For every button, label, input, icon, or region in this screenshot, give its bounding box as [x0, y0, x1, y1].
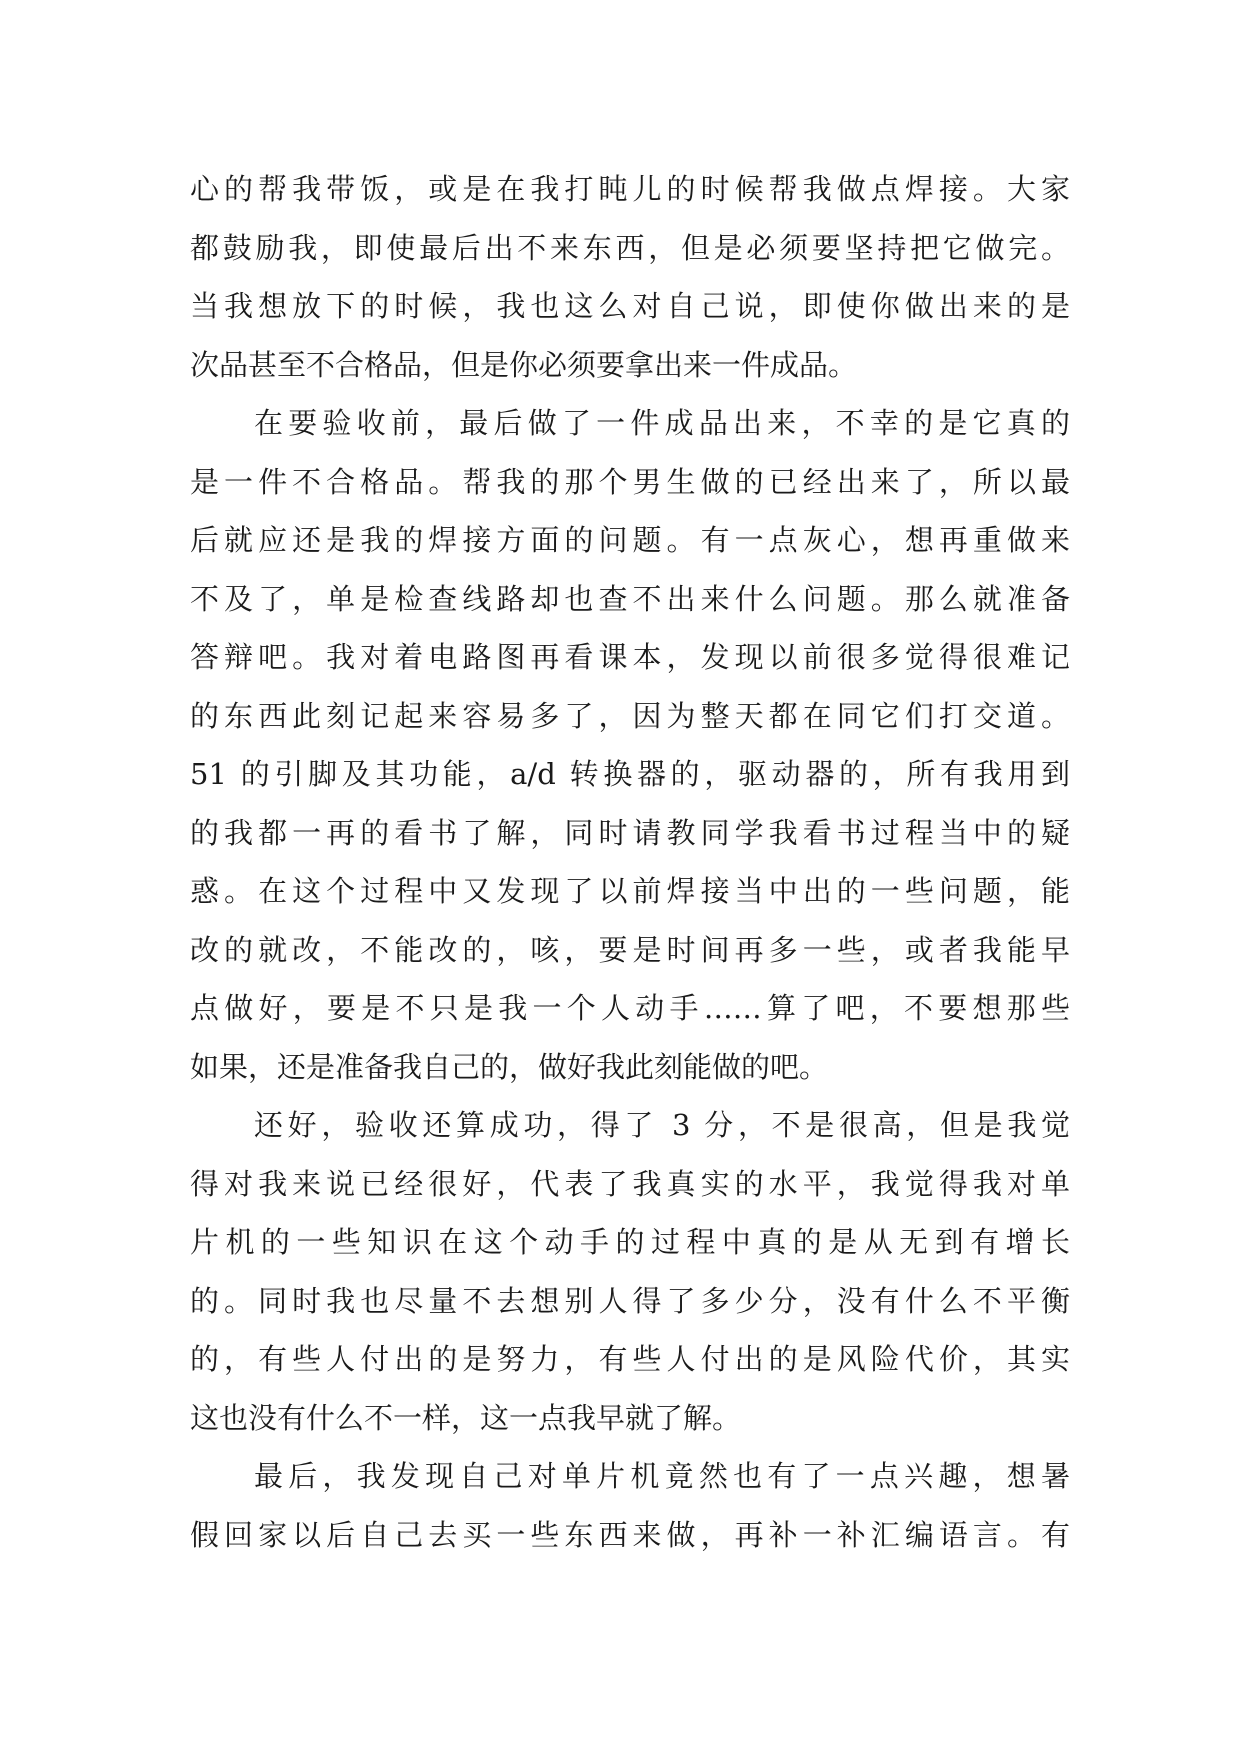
- text-line: 不及了，单是检查线路却也查不出来什么问题。那么就准备: [190, 581, 1070, 616]
- text-line: 如果，还是准备我自己的，做好我此刻能做的吧。: [190, 1049, 829, 1084]
- text-line: 点做好，要是不只是我一个人动手……算了吧，不要想那些: [190, 991, 1070, 1025]
- text-line: 当我想放下的时候，我也这么对自己说，即使你做出来的是: [190, 289, 1070, 323]
- text-line: 片机的一些知识在这个动手的过程中真的是从无到有增长: [190, 1225, 1070, 1259]
- text-line: 后就应还是我的焊接方面的问题。有一点灰心，想再重做来: [190, 523, 1070, 557]
- text-line: 的我都一再的看书了解，同时请教同学我看书过程当中的疑: [190, 815, 1070, 850]
- text-line: 惑。在这个过程中又发现了以前焊接当中出的一些问题，能: [190, 874, 1070, 908]
- text-line: 改的就改，不能改的，咳，要是时间再多一些，或者我能早: [190, 932, 1070, 967]
- text-line: 51 的引脚及其功能，a/d 转换器的，驱动器的，所有我用到: [190, 757, 1070, 791]
- text-line: 答辩吧。我对着电路图再看课本，发现以前很多觉得很难记: [190, 640, 1070, 674]
- text-line: 假回家以后自己去买一些东西来做，再补一补汇编语言。有: [190, 1517, 1070, 1552]
- text-line: 的东西此刻记起来容易多了，因为整天都在同它们打交道。: [190, 698, 1070, 733]
- text-line: 的，有些人付出的是努力，有些人付出的是风险代价，其实: [190, 1342, 1070, 1376]
- text-line: 都鼓励我，即使最后出不来东西，但是必须要坚持把它做完。: [190, 230, 1070, 265]
- text-line: 这也没有什么不一样，这一点我早就了解。: [190, 1400, 742, 1435]
- text-line: 在要验收前，最后做了一件成品出来，不幸的是它真的: [254, 406, 1070, 440]
- body-text: [190, 160, 1070, 1564]
- text-line: 心的帮我带饭，或是在我打盹儿的时候帮我做点焊接。大家: [190, 172, 1070, 206]
- text-line: 得对我来说已经很好，代表了我真实的水平，我觉得我对单: [190, 1166, 1070, 1201]
- text-line: 最后，我发现自己对单片机竟然也有了一点兴趣，想暑: [254, 1459, 1070, 1493]
- text-line: 还好，验收还算成功，得了 3 分，不是很高，但是我觉: [254, 1108, 1070, 1142]
- text-line: 次品甚至不合格品，但是你必须要拿出来一件成品。: [190, 347, 858, 382]
- text-line: 的。同时我也尽量不去想别人得了多少分，没有什么不平衡: [190, 1283, 1070, 1318]
- text-line: 是一件不合格品。帮我的那个男生做的已经出来了，所以最: [190, 464, 1070, 499]
